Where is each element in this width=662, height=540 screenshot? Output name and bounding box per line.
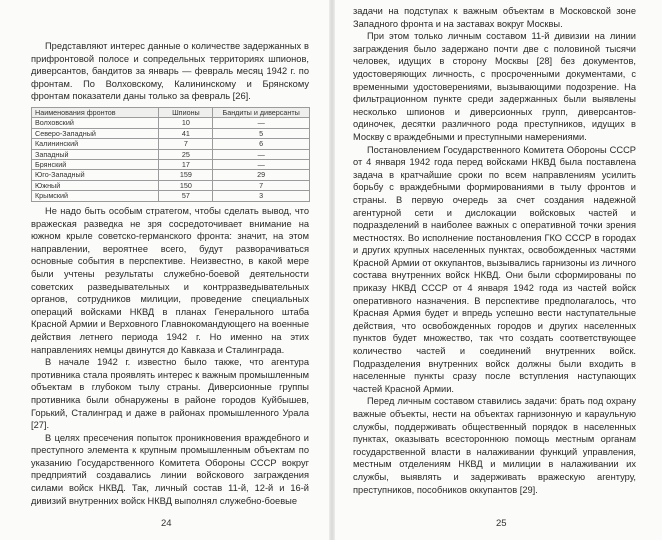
table-cell: 7 [159,139,213,149]
table-cell: Южный [32,180,159,190]
table-header-cell: Шпионы [159,108,213,118]
table-row [32,191,310,201]
table-cell: — [213,160,310,170]
table-row [32,118,310,128]
right-page [335,0,662,540]
table-row [32,128,310,138]
table-cell: Западный [32,149,159,159]
paragraph: Перед личным составом ставились задачи: брать под охрану важные объекты, нести на объектах гарнизонную и караульную службы, поддерживать общественный порядок в населенных пунктах, оказывать всестороннюю помощь местным органам государственной власти в налаживании функций управления, местным отделениям НКВД и милиции в налаживании их службы, выявлять и задерживать вражескую агентуру, преступников, пособников оккупантов [29]. [353,396,636,495]
table-cell: 17 [159,160,213,170]
table-cell: Северо-Западный [32,128,159,138]
table-cell: 6 [213,139,310,149]
table-cell: 159 [159,170,213,180]
table-row [32,170,310,180]
left-text-bottom [31,205,309,507]
left-page [0,0,330,540]
table-cell: 29 [213,170,310,180]
table-cell: 10 [159,118,213,128]
table-cell: Крымский [32,191,159,201]
paragraph-continued: задачи на подступах к важным объектам в Московской зоне Западного фронта и на заставах вокруг Москвы. [353,6,636,29]
table-cell: 150 [159,180,213,190]
table-cell: — [213,118,310,128]
table-cell: 7 [213,180,310,190]
page-number: 25 [496,518,507,529]
table-cell: — [213,149,310,159]
table-row [32,160,310,170]
table-header-cell: Бандиты и диверсанты [213,108,310,118]
page-number: 24 [161,518,172,529]
left-text-top [31,40,309,103]
table-header-row [32,108,310,118]
paragraph: В целях пресечения попыток проникновения враждебного и преступного элемента к крупным промышленным объектам по указанию Государственного Комитета Обороны СССР вокруг предприятий создавались линии войскового заграждения силами войск НКВД. Так, личный состав 11-й, 12-й и 16-й дивизий внутренних войск НКВД выполнял служебно-боевые [31,432,309,506]
paragraph: Постановлением Государственного Комитета Обороны СССР от 4 января 1942 года перед войсками НКВД была поставлена задача в кратчайшие сроки по всем направлениям усилить борьбу с враждебными формированиями в тылу фронтов и страны. В первую очередь за счет создания надежной агентурной сети и дислокации войсковых частей и подразделений в наиболее важных с оперативной точки зрения местностях. Во исполнение постановления ГКО СССР в городах и других крупных населенных пунктах, освобожденных частями Красной Армии от оккупантов, вызывались гарнизоны из личного состава внутренних войск НКВД. Они были сформированы по приказу НКВД СССР от 4 января 1942 года из частей войск оперативного назначения. В перспективе предполагалось, что Красная Армия будет и впредь успешно вести наступательные действия, что освобожденных городов и других населенных пунктов будет множество, так что создать соответствующее количество частей и соединений внутренних войск. Подразделения внутренних войск должны были входить в населенные пункты сразу после вступления наступающих частей Красной Армии. [353,144,636,394]
paragraph: В начале 1942 г. известно было также, что агентура противника стала проявлять интерес к важным промышленным объектам в глубоком тылу страны. Диверсионные группы противника были обнаружены в районе городов Куйбышев, Горький, Сталинград и даже в районах промышленного Урала [27]. [31,357,309,431]
table-cell: 57 [159,191,213,201]
table-row [32,139,310,149]
table-row [32,180,310,190]
table-cell: 3 [213,191,310,201]
table-cell: 41 [159,128,213,138]
paragraph-intro: Представляют интерес данные о количестве задержанных в прифронтовой полосе и сопредельных территориях шпионов, диверсантов, бандитов за январь — февраль месяц 1942 г. по фронтам. По Волховскому, Калининскому и Брянскому фронтам показатели даны только за февраль [26]. [31,41,309,102]
fronts-table [31,107,310,202]
paragraph: При этом только личным составом 11-й дивизии на линии заграждения было задержано почти две с половиной тысячи человек, идущих в сторону Москвы [28] без документов, удостоверяющих личность, с просроченными документами, с временными удостоверениями, вызывающими подозрение. На фильтрационном пункте среди задержанных были выявлены несколько шпионов и диверсионных групп, диверсантов-одиночек, десятки различного рода преступников, идущих в Москву с враждебными и преступными намерениями. [353,31,636,142]
table-header-cell: Наименования фронтов [32,108,159,118]
table-cell: Юго-Западный [32,170,159,180]
table-cell: Волховский [32,118,159,128]
paragraph: Не надо быть особым стратегом, чтобы сделать вывод, что вражеская разведка не зря сосредоточивает внимание на южном крыле советско-германского фронта: значит, на этом направлении, вероятнее всего, будут разворачиваться основные события в перспективе. Неизвестно, в какой мере были учтены результаты служебно-боевой деятельности советских разведывательных и контрразведывательных органов, сотрудников милиции, проведение специальных операций войсками НКВД в планах Генерального штаба Красной Армии и Верховного Главнокомандующего на военные действия летнего периода 1942 г. Но именно на этих направлениях немцы двинутся до Кавказа и Сталинграда. [31,206,309,355]
table-cell: 5 [213,128,310,138]
table-cell: Калининский [32,139,159,149]
table-cell: Брянский [32,160,159,170]
table-row [32,149,310,159]
table-cell: 25 [159,149,213,159]
right-text [353,5,636,496]
